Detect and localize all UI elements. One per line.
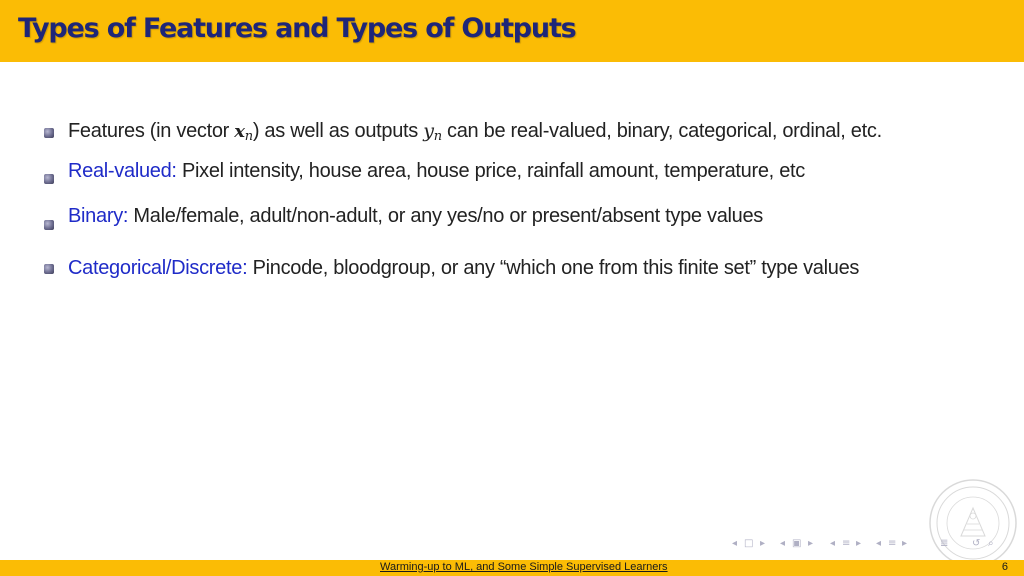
bullet-text: ) as well as outputs xyxy=(252,120,424,142)
bullet-label: Categorical/Discrete: xyxy=(68,257,248,279)
math-output-y: y xyxy=(423,120,434,142)
nav-prev-doc-icon[interactable]: ◂ xyxy=(876,538,882,549)
nav-prev-subsection-icon[interactable]: ◂ xyxy=(780,538,786,549)
nav-next-doc-icon[interactable]: ▸ xyxy=(902,538,908,549)
bullet-text: Features (in vector xyxy=(68,120,235,142)
slide-title: Types of Features and Types of Outputs xyxy=(18,13,576,44)
bullet-text: Pixel intensity, house area, house price, rainfall amount, temperature, etc xyxy=(176,160,805,182)
slide-header xyxy=(0,0,1024,62)
nav-next-section-icon[interactable]: ▸ xyxy=(856,538,862,549)
nav-align-icon[interactable]: ≣ xyxy=(940,538,949,549)
bullet-text: Pincode, bloodgroup, or any “which one from this finite set” type values xyxy=(247,257,860,279)
bullet-text: Male/female, adult/non-adult, or any yes/no or present/absent type values xyxy=(128,205,764,227)
bullet-icon xyxy=(44,220,54,230)
nav-prev-section-icon[interactable]: ◂ xyxy=(830,538,836,549)
bullet-icon xyxy=(44,174,54,184)
bullet-label: Binary: xyxy=(68,205,129,227)
nav-search-icon[interactable]: ⌕ xyxy=(988,538,994,549)
bullet-label: Real-valued: xyxy=(68,160,177,182)
nav-prev-frame-icon[interactable]: ◂ xyxy=(732,538,738,549)
nav-frame-icon[interactable]: □ xyxy=(744,538,754,549)
math-subscript: n xyxy=(433,129,442,144)
nav-doc-icon[interactable]: ≡ xyxy=(888,538,897,549)
university-seal-icon xyxy=(928,478,1018,568)
bullet-text: can be real-valued, binary, categorical, ordinal, etc. xyxy=(441,120,882,142)
beamer-navigation xyxy=(726,538,1016,554)
nav-section-icon[interactable]: ≡ xyxy=(842,538,851,549)
nav-next-frame-icon[interactable]: ▸ xyxy=(760,538,766,549)
footer-title-link[interactable]: Warming-up to ML, and Some Simple Supervised Learners xyxy=(380,561,668,573)
page-number: 6 xyxy=(1001,561,1008,573)
math-vector-x: x xyxy=(234,121,245,142)
nav-subsection-icon[interactable]: ▣ xyxy=(792,538,802,549)
slide-footer xyxy=(0,560,1024,576)
nav-undo-icon[interactable]: ↺ xyxy=(972,538,981,549)
bullet-icon xyxy=(44,264,54,274)
math-subscript: n xyxy=(244,129,253,144)
bullet-icon xyxy=(44,128,54,138)
nav-next-subsection-icon[interactable]: ▸ xyxy=(808,538,814,549)
